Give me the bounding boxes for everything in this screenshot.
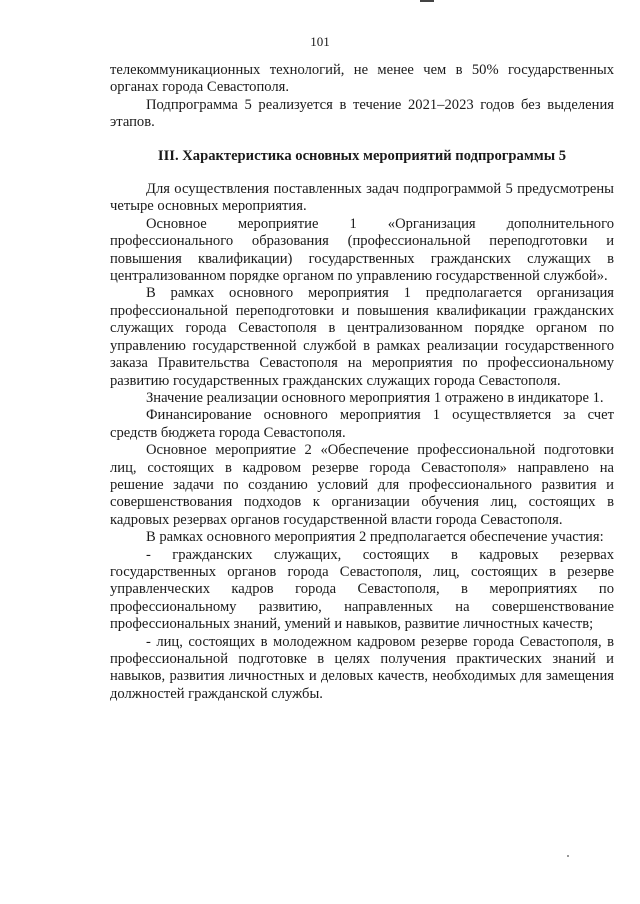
- list-item-civil-servants: - гражданских служащих, состоящих в кадровых резервах государственных органов города Севастополя, лиц, состоящих в резерве управленческих кадров города Севастополя, в мероприятиях по профессиональному развитию, направленных на совершенствование профессиональных знаний, умений и навыков, развитие личностных качеств;: [110, 546, 614, 633]
- paragraph-measure-2-title: Основное мероприятие 2 «Обеспечение профессиональной подготовки лиц, состоящих в кадровом резерве города Севастополя» направлено на решение задачи по созданию условий для профессионального развития и совершенствования подходов к организации обучения лиц, состоящих в кадровых резервах органов государственной власти города Севастополя.: [110, 442, 614, 528]
- paragraph-measure-1-scope: В рамках основного мероприятия 1 предполагается организация профессиональной переподготовки и повышения квалификации гражданских служащих города Севастополя в централизованном порядке органом по управлению государственной службой в рамках реализации государственного заказа Правительства Севастополя на мероприятия по профессиональному развитию государственных гражданских служащих города Севастополя.: [110, 285, 614, 389]
- paragraph-measure-2-scope: В рамках основного мероприятия 2 предполагается обеспечение участия:: [146, 529, 604, 546]
- paragraph-intro: Для осуществления поставленных задач подпрограммой 5 предусмотрены четыре основных мероприятия.: [110, 181, 614, 215]
- section-heading: III. Характеристика основных мероприятий подпрограммы 5: [157, 147, 567, 164]
- list-item-youth-reserve: - лиц, состоящих в молодежном кадровом резерве города Севастополя, в профессиональной подготовке в целях получения практических знаний и навыков, развития личностных и деловых качеств, необходимых для замещения должностей гражданской службы.: [110, 633, 614, 702]
- scan-dot: [567, 855, 569, 857]
- paragraph-measure-1-indicator: Значение реализации основного мероприятия 1 отражено в индикаторе 1.: [146, 389, 604, 406]
- document-body: [110, 62, 614, 703]
- page-number: 101: [310, 34, 330, 49]
- paragraph-continuation: телекоммуникационных технологий, не менее чем в 50% государственных органах города Севастополя.: [110, 62, 614, 96]
- paragraph-measure-1-title: Основное мероприятие 1 «Организация дополнительного профессионального образования (профессиональной переподготовки и повышения квалификации) государственных гражданских служащих в централизованном порядке органом по управлению государственной службой».: [110, 215, 614, 285]
- paragraph-subprogram-period: Подпрограмма 5 реализуется в течение 2021–2023 годов без выделения этапов.: [110, 96, 614, 131]
- scan-mark: [420, 0, 434, 2]
- paragraph-measure-1-funding: Финансирование основного мероприятия 1 осуществляется за счет средств бюджета города Севастополя.: [110, 407, 614, 441]
